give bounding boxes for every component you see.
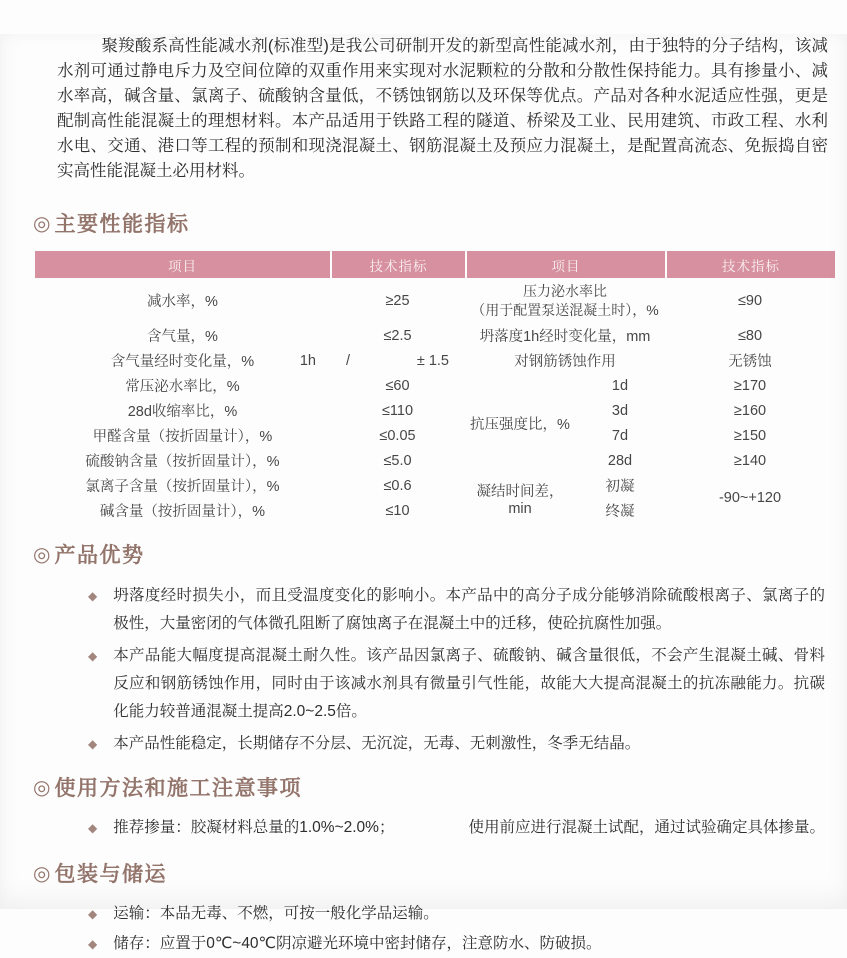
spec-label: 28d收缩率比，% (127, 404, 238, 420)
usage-list (0, 814, 847, 842)
spec-label: 含气量，% (147, 329, 218, 345)
spec-label: 碱含量（按折固量计），% (99, 504, 266, 520)
section-title-text: 产品优势 (54, 544, 145, 567)
list-item (88, 642, 825, 726)
spec-value: ≤110 (381, 402, 414, 419)
section-title-text: 主要性能指标 (54, 213, 190, 236)
spec-value: ≥170 (733, 377, 767, 394)
spec-label: 硫酸钠含量（按折固量计），% (85, 454, 280, 470)
spec-value: ≤2.5 (383, 327, 412, 344)
spec-label-line1: 压力泌水率比 (523, 282, 607, 299)
spec-sub-label: 终凝 (605, 504, 635, 520)
bullet-text: 本产品能大幅度提高混凝土耐久性。该产品因氯离子、硫酸钠、碱含量很低，不会产生混凝土碱、骨料反应和钢筋锈蚀作用，同时由于该减水剂具有微量引气性能，故能大大提高混凝土的抗冻融能力。抗碳化能力较普通混凝土提高2.0~2.5倍。 (113, 647, 825, 720)
diamond-bullet-icon: ◆ (88, 937, 98, 951)
section-marker-icon: ◎ (33, 862, 51, 885)
bullet-text (113, 814, 825, 842)
diamond-bullet-icon: ◆ (88, 907, 98, 921)
diamond-bullet-icon: ◆ (88, 649, 98, 663)
spec-slash: / (346, 352, 351, 369)
spec-value-text: ± 1.5 (416, 352, 449, 369)
list-item (88, 730, 825, 758)
packaging-list (0, 900, 847, 958)
section-title-advantages (33, 539, 847, 569)
section-marker-icon: ◎ (33, 776, 51, 799)
spec-label: 减水率，% (147, 294, 218, 310)
spec-value: ≥150 (733, 427, 767, 444)
spec-group-label: 抗压强度比，% (470, 416, 570, 433)
diamond-bullet-icon: ◆ (88, 737, 98, 751)
spec-value: -90~+120 (718, 490, 782, 506)
spec-sub-label: 初凝 (605, 479, 635, 495)
list-item (88, 930, 825, 958)
table-row (35, 373, 835, 398)
table-row (35, 398, 835, 423)
table-row (35, 323, 835, 348)
header-item-right: 项目 (465, 251, 665, 278)
section-title-text: 包装与储运 (54, 863, 167, 886)
spec-label (465, 278, 665, 323)
spec-sub-label: 7d (611, 427, 629, 444)
diamond-bullet-icon: ◆ (88, 821, 98, 835)
section-marker-icon: ◎ (33, 543, 51, 566)
spec-sub-label: 1h (299, 352, 316, 369)
performance-table (35, 251, 835, 523)
spec-value: ≤5.0 (383, 452, 412, 469)
spec-value (330, 348, 465, 373)
spec-label: 坍落度1h经时变化量，mm (479, 329, 651, 345)
table-row (35, 423, 835, 448)
spec-value: ≥25 (385, 292, 410, 309)
spec-label: 氯离子含量（按折固量计），% (85, 479, 280, 495)
bullet-text: 本产品性能稳定，长期储存不分层、无沉淀，无毒、无刺激性，冬季无结晶。 (113, 735, 641, 752)
header-item-left: 项目 (35, 251, 330, 278)
spec-value: ≤10 (385, 502, 410, 519)
table-row (35, 348, 835, 373)
spec-label: 常压泌水率比，% (125, 379, 240, 395)
bullet-text: 坍落度经时损失小，而且受温度变化的影响小。本产品中的高分子成分能够消除硫酸根离子、氯离子的极性，大量密闭的气体微孔阻断了腐蚀离子在混凝土中的迁移，使砼抗腐性加强。 (113, 587, 825, 632)
intro-paragraph: 聚羧酸系高性能减水剂(标准型)是我公司研制开发的新型高性能减水剂，由于独特的分子结构，该减水剂可通过静电斥力及空间位障的双重作用来实现对水泥颗粒的分散和分散性保持能力。具有掺量小、减水率高，碱含量、氯离子、硫酸钠含量低，不锈蚀钢筋以及环保等优点。产品对各种水泥适应性强，更是配制高性能混凝土的理想材料。本产品适用于铁路工程的隧道、桥梁及工业、民用建筑、市政工程、水利水电、交通、港口等工程的预制和现浇混凝土、钢筋混凝土及预应力混凝土，是配置高流态、免振捣自密实高性能混凝土必用材料。 (57, 37, 828, 180)
spec-value: ≤0.05 (379, 427, 416, 444)
spec-value: ≤0.6 (383, 477, 412, 494)
header-index-left: 技术指标 (330, 251, 465, 278)
trial-text: 使用前应进行混凝土试配，通过试验确定具体掺量。 (468, 819, 825, 836)
bullet-text: 储存：应置于0℃~40℃阴凉避光环境中密封储存，注意防水、防破损。 (113, 935, 602, 952)
list-item (88, 900, 825, 928)
spec-sub-label: 1d (611, 377, 629, 394)
spec-label-line2: （用于配置泵送混凝土时），% (471, 301, 659, 318)
header-index-right: 技术指标 (665, 251, 835, 278)
spec-value: 无锈蚀 (728, 354, 772, 370)
spec-label: 甲醛含量（按折固量计），% (92, 429, 273, 445)
advantages-list (0, 582, 847, 758)
diamond-bullet-icon: ◆ (88, 589, 98, 603)
section-title-packaging (33, 858, 847, 888)
list-item (88, 582, 825, 638)
spec-sub-label: 3d (611, 402, 629, 419)
table-row (35, 473, 835, 498)
table-header-row (35, 251, 835, 278)
spec-value: ≤60 (385, 377, 410, 394)
spec-label: 对钢筋锈蚀作用 (514, 354, 616, 370)
spec-value: ≤90 (737, 292, 763, 309)
spec-label-text: 含气量经时变化量，% (110, 354, 255, 370)
spec-sub-label: 28d (607, 452, 633, 469)
section-title-usage (33, 772, 847, 802)
section-marker-icon: ◎ (33, 212, 51, 235)
spec-label (35, 348, 330, 373)
spec-value: ≤80 (737, 327, 763, 344)
section-title-text: 使用方法和施工注意事项 (54, 777, 302, 800)
spec-group-label: 凝结时间差，min (476, 483, 564, 517)
spec-value: ≥160 (733, 402, 767, 419)
table-row (35, 448, 835, 473)
bullet-text: 运输：本品无毒、不燃，可按一般化学品运输。 (113, 905, 439, 922)
section-title-performance (33, 208, 847, 238)
dosage-text: 推荐掺量：胶凝材料总量的1.0%~2.0%； (113, 819, 395, 836)
table-row (35, 278, 835, 323)
spec-value: ≥140 (733, 452, 767, 469)
list-item (88, 814, 825, 842)
